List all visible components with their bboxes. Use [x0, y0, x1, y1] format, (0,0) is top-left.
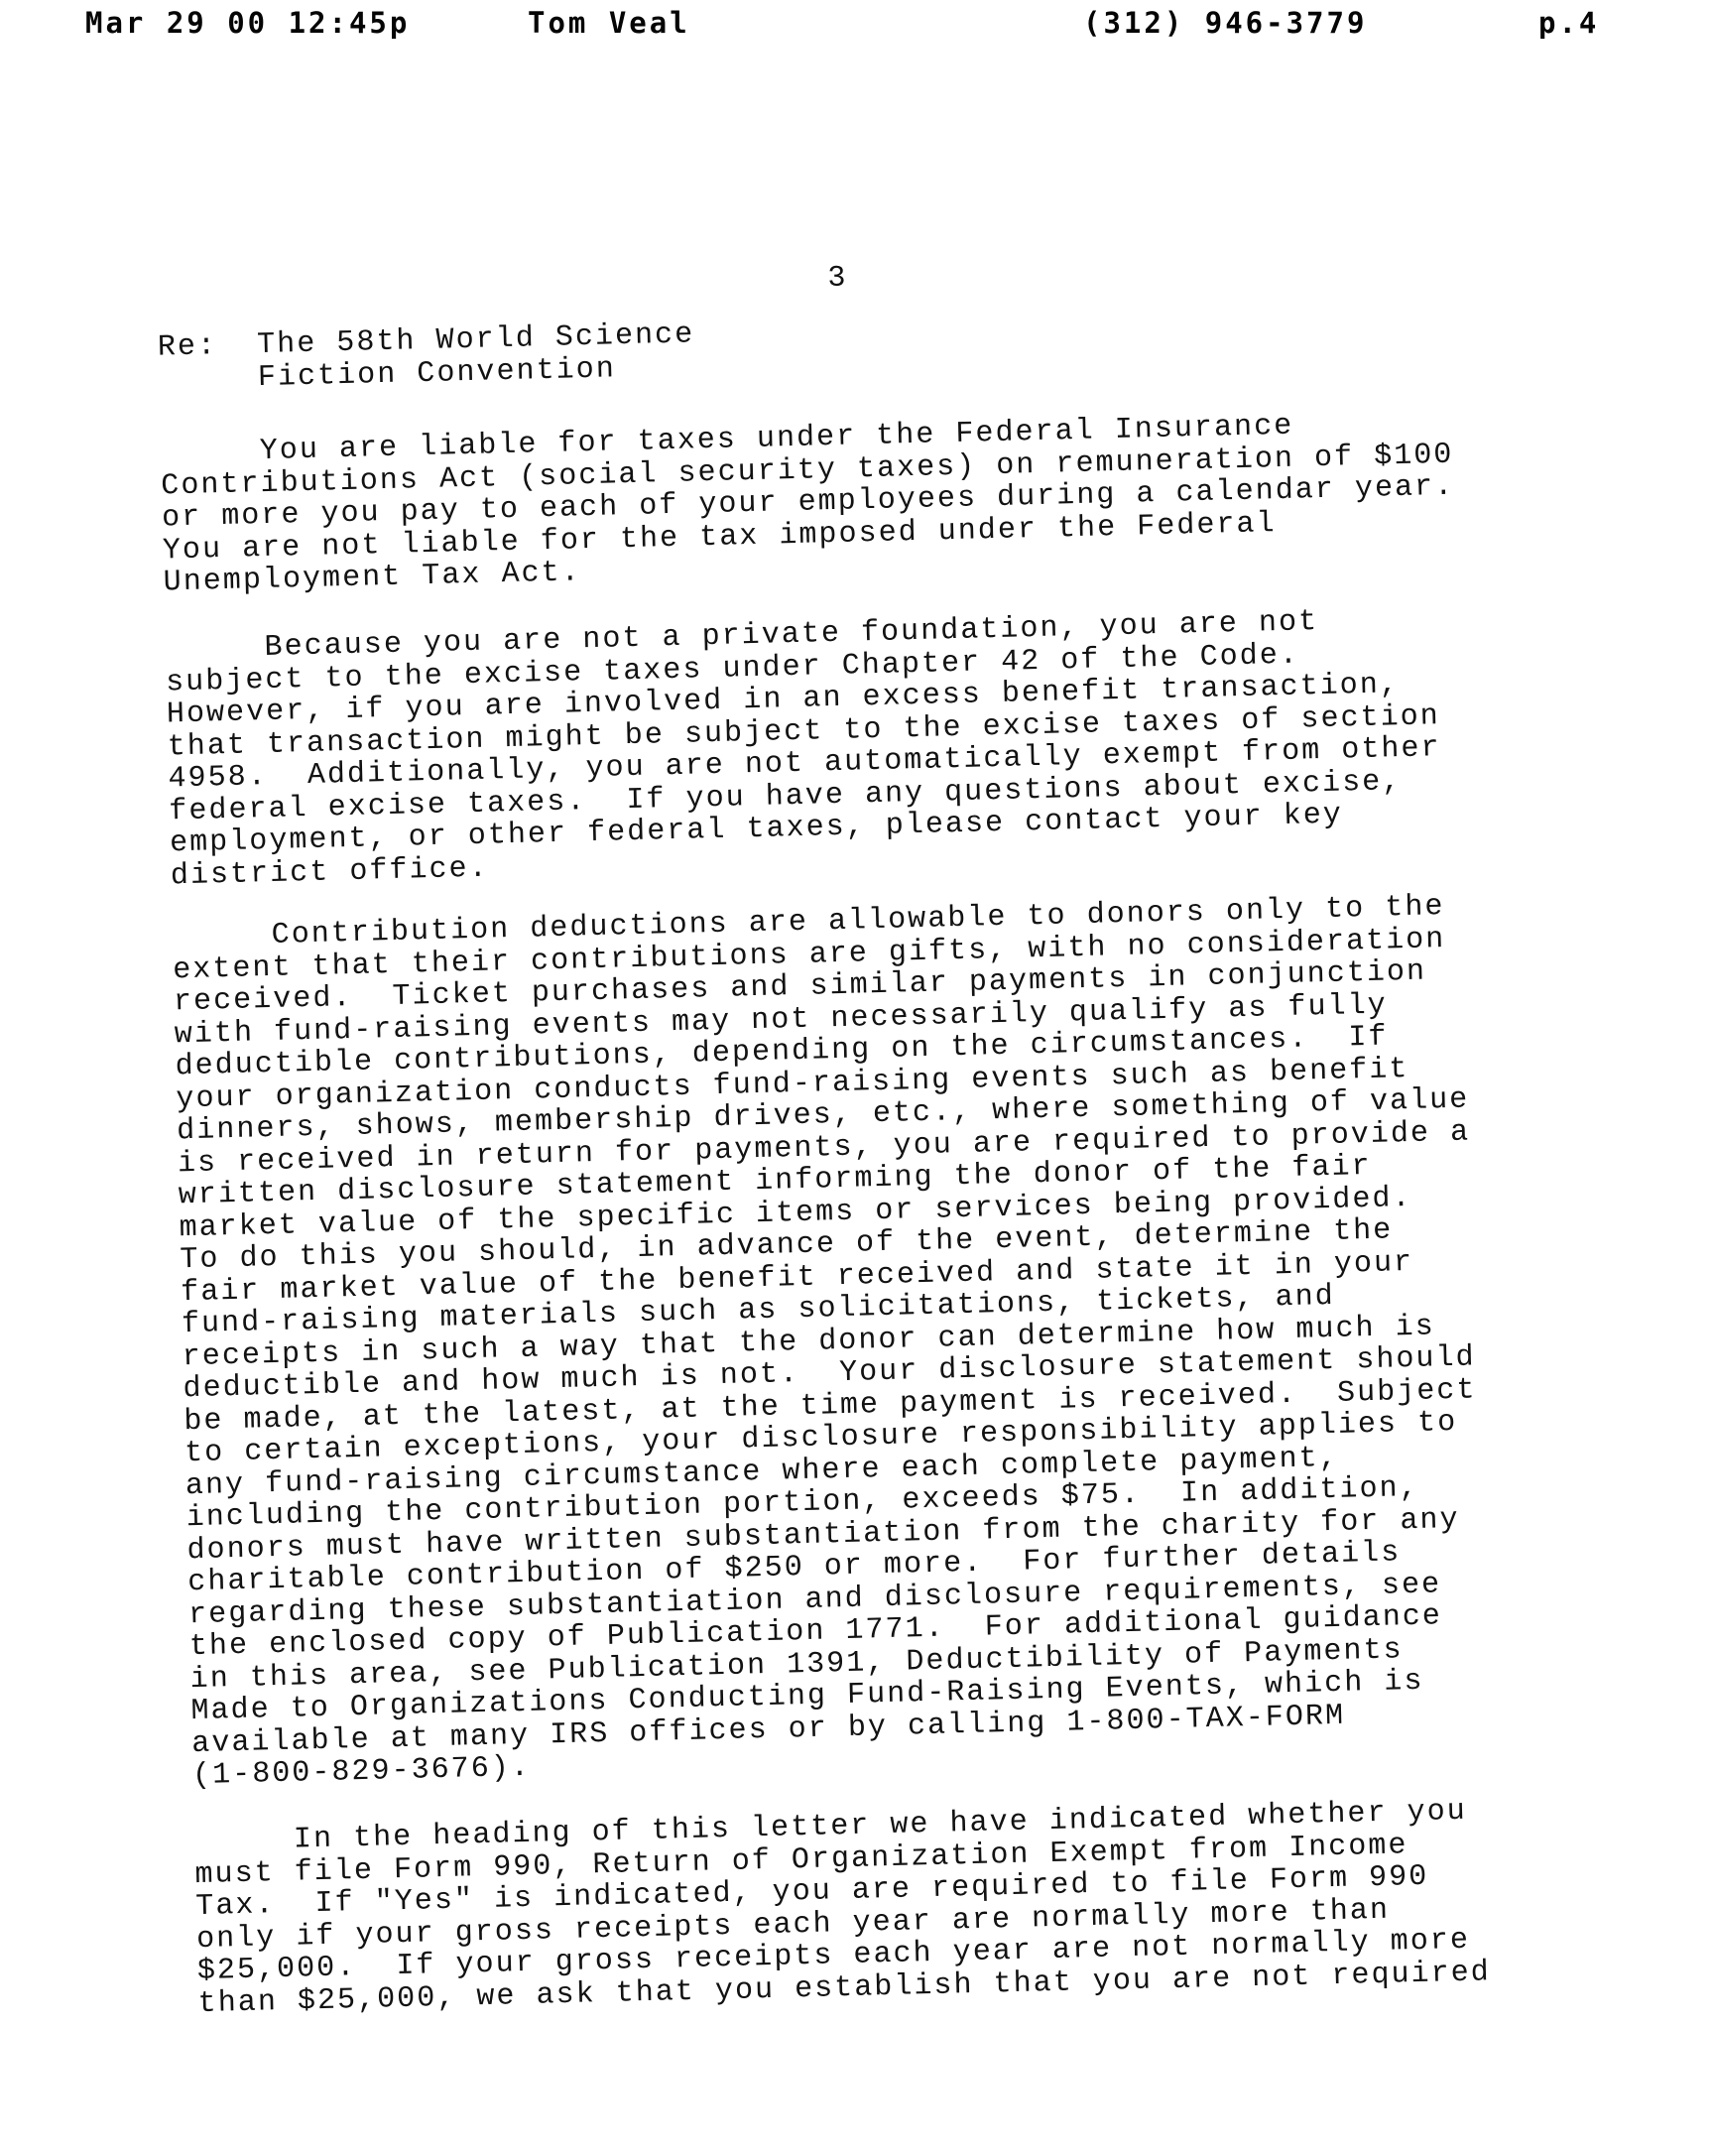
letter-body [139, 191, 1672, 2112]
fax-phone-number: (312) 946-3779 [1083, 6, 1368, 40]
fax-sender-name: Tom Veal [528, 6, 690, 40]
page-number: 3 [827, 261, 848, 297]
paragraph-fica-taxes: You are liable for taxes under the Federal Insurance Contributions Act (social security taxes) on remuneration of $100 or more you pay to each of your employees during a calendar year. You are not liable for the tax imposed under the Federal Unemployment Tax Act. [160, 409, 1455, 600]
paragraph-excise-taxes: Because you are not a private foundation, you are not subject to the excise taxes under Chapter 42 of the Code. However, if you are involved in an excess benefit transaction, that transaction might be subject to the excise taxes of section 4958. Additionally, you are not automatically exempt from other federal excise taxes. If you have any questions about excise, employment, or other federal taxes, please contact your key district office. [164, 605, 1442, 893]
paragraph-form-990: In the heading of this letter we have indicated whether you must file Form 990, Return of Organization Exempt from Income Tax. If "Yes" is indicated, you are required to file Form 990 only if your gross receipts each year are normally more than $25,000. If your gross receipts each year are not normally more than $25,000, we ask that you establish that you are not required [193, 1794, 1492, 2021]
fax-page-indicator: p.4 [1538, 6, 1600, 40]
re-subject-line: Re: The 58th World Science Fiction Convention [157, 317, 695, 398]
fax-timestamp: Mar 29 00 12:45p [85, 6, 411, 40]
paragraph-contribution-deductions: Contribution deductions are allowable to donors only to the extent that their contributions are gifts, with no consideration received. Ticket purchases and similar payments in conjunction with fund-raising events may not necessarily qualify as fully deductible contributions, depending on the circumstances. If your organization conducts fund-raising events such as benefit dinners, shows, membership drives, etc., where something of value is received in return for payments, you are required to provide a written disclosure statement informing the donor of the fair market value of the specific items or services being provided. To do this you should, in advance of the event, determine the fair market value of the benefit received and state it in your fund-raising materials such as solicitations, tickets, and receipts in such a way that the donor can determine how much is deductible and how much is not. Your disclosure statement should be made, at the latest, at the time payment is received. Subject to certain exceptions, your disclosure responsibility applies to any fund-raising circumstance where each complete payment, including the contribution portion, exceeds $75. In addition, donors must have written substantiation from the charity for any charitable contribution of $250 or more. For further details regarding these substantiation and disclosure requirements, see the enclosed copy of Publication 1771. For additional guidance in this area, see Publication 1391, Deductibility of Payments Made to Organizations Conducting Fund-Raising Events, which is available at many IRS offices or by calling 1-800-TAX-FORM (1-800-829-3676). [172, 890, 1477, 1794]
